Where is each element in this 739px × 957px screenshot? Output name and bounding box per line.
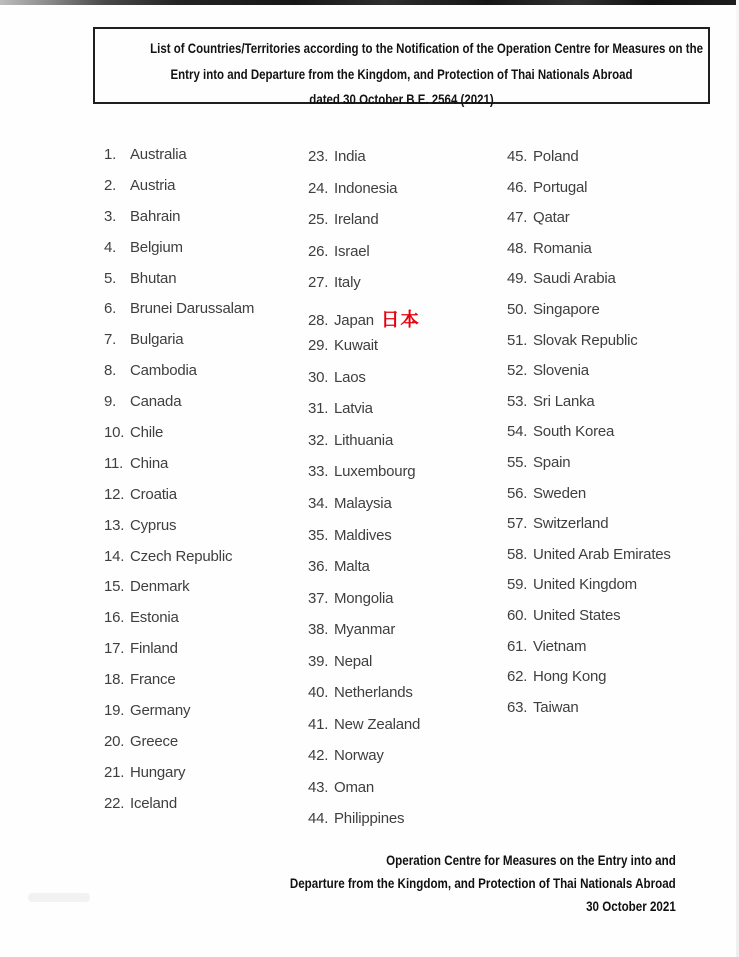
item-name: Myanmar [334,621,396,639]
list-item [507,393,671,424]
item-number: 53. [507,392,528,410]
list-item [507,668,671,699]
footer-signature [227,849,676,918]
list-item [104,733,254,764]
item-number: 37. [308,589,329,607]
item-number: 51. [507,331,528,349]
list-item [104,486,254,517]
list-item [104,146,254,177]
country-list-column-2 [308,148,420,842]
item-number: 52. [507,362,528,380]
header-title-line-3: dated 30 October B.E. 2564 (2021) [309,91,494,107]
list-item [104,764,254,795]
item-number: 2. [104,176,117,194]
item-name: Latvia [334,400,373,418]
item-name: Sri Lanka [533,392,595,410]
item-name: Finland [130,640,178,658]
item-number: 20. [104,732,125,750]
item-number: 23. [308,148,329,165]
list-item [308,810,420,842]
list-item [308,180,420,212]
item-name: Japan [334,311,374,329]
item-number: 13. [104,516,125,534]
list-item [308,527,420,559]
item-number: 16. [104,609,125,627]
item-name: Romania [533,239,592,257]
item-number: 45. [507,148,528,165]
item-name: Slovak Republic [533,331,638,349]
item-name: Laos [334,368,366,386]
item-number: 30. [308,368,329,386]
list-item [507,607,671,638]
item-name: Malaysia [334,495,392,513]
list-item [507,179,671,210]
item-number: 5. [104,269,117,287]
item-number: 28. [308,311,329,329]
item-number: 41. [308,715,329,733]
item-name: Poland [533,148,579,165]
list-item [104,671,254,702]
item-number: 22. [104,794,125,812]
item-number: 58. [507,545,528,563]
item-number: 12. [104,485,125,503]
list-item [104,393,254,424]
item-name: Taiwan [533,698,579,716]
item-number: 6. [104,300,117,318]
item-name: Singapore [533,300,600,318]
item-name: Spain [533,453,571,471]
item-number: 19. [104,702,125,720]
item-name: Mongolia [334,589,394,607]
list-item [308,684,420,716]
list-item [507,454,671,485]
item-name: Israel [334,242,370,260]
list-item [507,148,671,179]
list-item [104,517,254,548]
item-name: India [334,148,366,165]
list-item [308,432,420,464]
item-name: Greece [130,732,178,750]
item-number: 8. [104,362,117,380]
item-name: Bhutan [130,269,177,287]
item-name: Indonesia [334,179,398,197]
item-number: 59. [507,576,528,594]
item-number: 63. [507,698,528,716]
list-item [507,546,671,577]
header-title-line-1: List of Countries/Territories according to the Notification of the Operation Centre for Measures on the [150,40,703,56]
item-number: 29. [308,337,329,355]
list-item [507,423,671,454]
item-name: Luxembourg [334,463,416,481]
list-item [104,455,254,486]
item-name: Brunei Darussalam [130,300,255,318]
item-number: 55. [507,453,528,471]
item-number: 17. [104,640,125,658]
item-number: 9. [104,393,117,411]
item-number: 24. [308,179,329,197]
list-item [104,300,254,331]
item-name: Canada [130,393,182,411]
item-number: 56. [507,484,528,502]
list-item [308,211,420,243]
item-name: Maldives [334,526,392,544]
item-number: 18. [104,671,125,689]
list-item [308,274,420,306]
list-item [308,463,420,495]
item-name: Bulgaria [130,331,184,349]
item-number: 3. [104,207,117,225]
list-item [104,362,254,393]
item-name: Portugal [533,178,588,196]
item-name: Saudi Arabia [533,270,616,288]
item-name: Norway [334,747,384,765]
item-number: 34. [308,495,329,513]
item-number: 10. [104,424,125,442]
japan-annotation: 日本 [380,308,420,330]
item-number: 48. [507,239,528,257]
list-item [308,716,420,748]
footer-line-1: Operation Centre for Measures on the Entry into and [386,853,676,868]
list-item [507,301,671,332]
item-name: Czech Republic [130,547,233,565]
item-number: 47. [507,209,528,227]
item-name: France [130,671,176,689]
list-item [507,576,671,607]
list-item [104,609,254,640]
item-number: 32. [308,431,329,449]
list-item [104,424,254,455]
item-number: 33. [308,463,329,481]
item-number: 54. [507,423,528,441]
list-item [104,702,254,733]
item-number: 35. [308,526,329,544]
item-name: Cyprus [130,516,177,534]
item-name: Philippines [334,810,405,828]
scan-artifact-top-edge [0,0,739,5]
list-item [308,148,420,180]
list-item [104,239,254,270]
item-number: 61. [507,637,528,655]
item-name: Hong Kong [533,668,607,686]
list-item [308,590,420,622]
list-item [308,747,420,779]
item-name: Qatar [533,209,570,227]
item-number: 38. [308,621,329,639]
item-number: 60. [507,606,528,624]
list-item [104,331,254,362]
item-name: Netherlands [334,684,413,702]
list-item [507,699,671,730]
list-item [308,243,420,275]
item-number: 49. [507,270,528,288]
list-item [308,369,420,401]
list-item [308,400,420,432]
list-item [308,495,420,527]
footer-line-2: Departure from the Kingdom, and Protection of Thai Nationals Abroad [290,876,676,891]
item-number: 43. [308,778,329,796]
item-name: Denmark [130,578,190,596]
list-item [104,208,254,239]
list-item [104,548,254,579]
item-number: 39. [308,652,329,670]
item-name: Cambodia [130,362,197,380]
country-list-column-1 [104,146,254,826]
item-name: Sweden [533,484,587,502]
list-item [104,177,254,208]
list-item [104,270,254,301]
item-name: Malta [334,558,370,576]
item-name: United Kingdom [533,576,637,594]
list-item [308,653,420,685]
footer-date: 30 October 2021 [586,899,676,914]
item-name: United States [533,606,621,624]
item-number: 14. [104,547,125,565]
item-name: Iceland [130,794,177,812]
item-name: Oman [334,778,375,796]
list-item [507,240,671,271]
item-name: Kuwait [334,337,378,355]
list-item [308,779,420,811]
item-name: Switzerland [533,515,609,533]
item-number: 4. [104,238,117,256]
list-item [507,332,671,363]
item-number: 36. [308,558,329,576]
item-name: Croatia [130,485,177,503]
list-item [308,558,420,590]
item-number: 40. [308,684,329,702]
item-number: 46. [507,178,528,196]
item-number: 15. [104,578,125,596]
list-item [308,306,420,338]
item-number: 25. [308,211,329,229]
item-name: Vietnam [533,637,587,655]
item-name: Slovenia [533,362,589,380]
list-item [507,270,671,301]
list-item [308,337,420,369]
item-number: 1. [104,146,117,163]
list-item [507,515,671,546]
list-item [104,795,254,826]
item-name: Estonia [130,609,179,627]
item-name: Austria [130,176,176,194]
item-name: New Zealand [334,715,421,733]
header-box [93,27,710,107]
item-name: China [130,454,169,472]
item-name: United Arab Emirates [533,545,671,563]
country-list-column-3 [507,148,671,729]
item-name: Lithuania [334,431,394,449]
list-item [308,621,420,653]
item-name: Bahrain [130,207,181,225]
item-number: 57. [507,515,528,533]
item-name: Australia [130,146,187,163]
item-name: Ireland [334,211,379,229]
list-item [104,640,254,671]
item-name: Hungary [130,763,186,781]
list-item [507,209,671,240]
item-number: 42. [308,747,329,765]
item-name: South Korea [533,423,615,441]
item-number: 11. [104,454,124,472]
item-number: 62. [507,668,528,686]
item-name: Italy [334,274,361,292]
list-item [507,485,671,516]
item-name: Germany [130,702,191,720]
item-name: Nepal [334,652,373,670]
item-number: 21. [104,763,125,781]
item-number: 7. [104,331,117,349]
item-name: Belgium [130,238,183,256]
list-item [507,362,671,393]
header-title-line-2: Entry into and Departure from the Kingdom, and Protection of Thai Nationals Abroad [170,65,633,82]
scan-smudge [28,893,90,902]
item-name: Chile [130,424,164,442]
item-number: 50. [507,300,528,318]
item-number: 26. [308,242,329,260]
item-number: 27. [308,274,329,292]
list-item [104,578,254,609]
item-number: 44. [308,810,329,828]
list-item [507,638,671,669]
item-number: 31. [308,400,329,418]
